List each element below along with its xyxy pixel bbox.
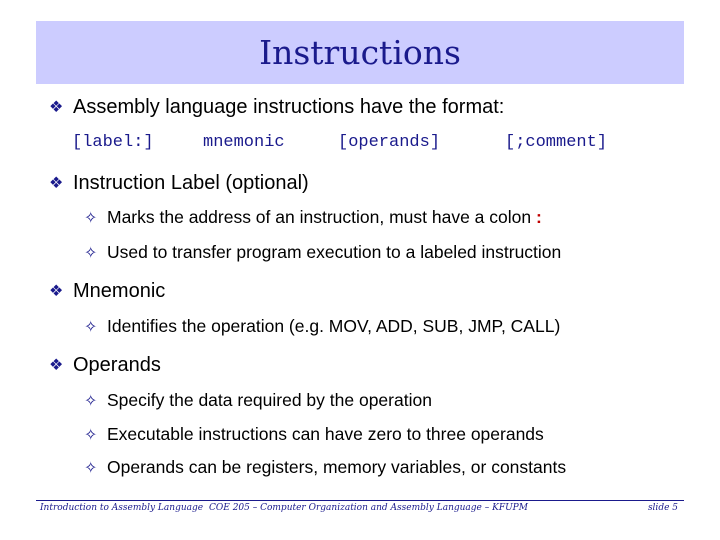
- bullet-text: Mnemonic: [73, 280, 166, 302]
- format-mnemonic: mnemonic: [203, 133, 285, 152]
- format-label: [label:]: [72, 133, 154, 152]
- slide-title: Instructions: [259, 33, 461, 72]
- bullet-text: Operands: [73, 354, 161, 376]
- sub-bullet-operands-1: [84, 390, 432, 411]
- sub-bullet-text: Specify the data required by the operation: [107, 390, 432, 410]
- sub-bullet-text: Operands can be registers, memory variables, or constants: [107, 457, 567, 477]
- sub-bullet-text: Identifies the operation (e.g. MOV, ADD, SUB, JMP, CALL): [107, 316, 561, 336]
- diamond-bullet-icon: ❖: [49, 357, 64, 374]
- bullet-mnemonic: [49, 280, 165, 303]
- sub-bullet-text: Used to transfer program execution to a labeled instruction: [107, 242, 562, 262]
- colon-highlight: :: [535, 207, 542, 227]
- four-point-star-icon: ✧: [84, 245, 98, 262]
- format-comment: [;comment]: [505, 133, 608, 152]
- format-operands: [operands]: [338, 133, 441, 152]
- diamond-bullet-icon: ❖: [49, 175, 64, 192]
- bullet-text: Assembly language instructions have the format:: [73, 96, 505, 118]
- sub-bullet-operands-3: [84, 457, 566, 478]
- footer-left: Introduction to Assembly Language: [40, 503, 204, 513]
- four-point-star-icon: ✧: [84, 210, 98, 227]
- sub-bullet-text: Marks the address of an instruction, must have a colon: [107, 207, 532, 227]
- diamond-bullet-icon: ❖: [49, 99, 64, 116]
- diamond-bullet-icon: ❖: [49, 283, 64, 300]
- bullet-format: [49, 96, 504, 119]
- four-point-star-icon: ✧: [84, 393, 98, 410]
- four-point-star-icon: ✧: [84, 319, 98, 336]
- bullet-instruction-label: [49, 172, 309, 195]
- four-point-star-icon: ✧: [84, 427, 98, 444]
- sub-bullet-label-2: [84, 242, 561, 263]
- sub-bullet-text: Executable instructions can have zero to three operands: [107, 424, 544, 444]
- sub-bullet-operands-2: [84, 424, 544, 445]
- bullet-operands: [49, 354, 161, 377]
- sub-bullet-label-1: [84, 207, 542, 228]
- footer-slide-number: slide 5: [647, 503, 678, 513]
- sub-bullet-mnemonic-1: [84, 316, 560, 337]
- bullet-text: Instruction Label (optional): [73, 172, 309, 194]
- four-point-star-icon: ✧: [84, 460, 98, 477]
- footer-divider: [36, 500, 684, 501]
- footer-center: COE 205 – Computer Organization and Assembly Language – KFUPM: [209, 503, 528, 513]
- title-band: [36, 21, 684, 84]
